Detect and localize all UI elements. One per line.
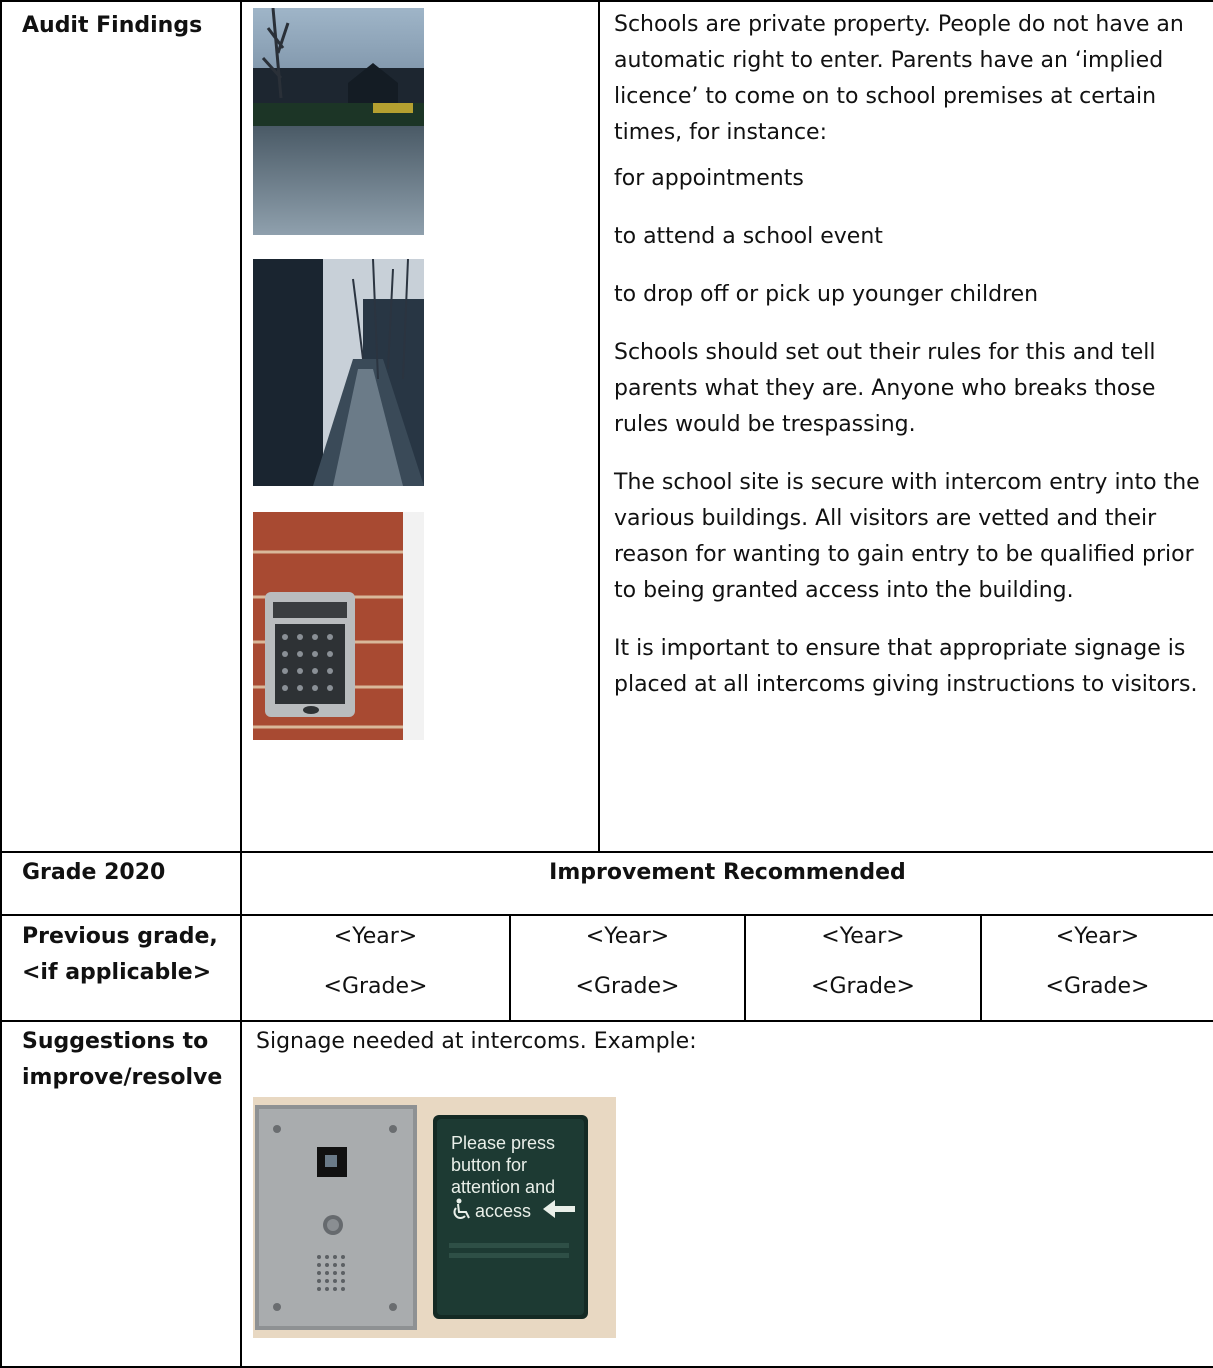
row-divider-2 <box>0 914 1213 916</box>
previous-grade-value: <Grade> <box>323 974 428 999</box>
sign-line: button for <box>451 1155 528 1175</box>
sign-line: attention and <box>451 1177 556 1197</box>
findings-paragraph: Schools should set out their rules for this and tell parents what they are. Anyone who breaks those rules would be trespassing. <box>614 340 1156 437</box>
previous-grade-label: Previous grade, <if applicable> <box>22 924 218 985</box>
findings-list-item: to attend a school event <box>614 224 883 249</box>
previous-grade-col-3 <box>746 919 980 1005</box>
previous-grade-col-2 <box>511 919 744 1005</box>
findings-paragraph: It is important to ensure that appropriate signage is placed at all intercoms giving instructions to visitors. <box>614 636 1198 697</box>
path-photo <box>253 259 424 486</box>
previous-grade-value: <Grade> <box>575 974 680 999</box>
findings-paragraph: Schools are private property. People do not have an automatic right to enter. Parents have an ‘implied licence’ to come on to school premises at certain times, for instance: <box>614 12 1184 145</box>
audit-findings-label: Audit Findings <box>22 13 203 38</box>
previous-year: <Year> <box>1055 924 1140 949</box>
label-column-divider <box>240 0 242 1368</box>
table-border-top <box>0 0 1213 2</box>
grade-label: Grade 2020 <box>22 860 166 885</box>
findings-text-divider <box>598 0 600 852</box>
intercom-sign-photo <box>253 1097 616 1338</box>
findings-list-item: for appointments <box>614 166 804 191</box>
grade-value: Improvement Recommended <box>549 860 906 885</box>
suggestions-label: Suggestions to improve/resolve <box>22 1029 223 1090</box>
previous-year: <Year> <box>585 924 670 949</box>
findings-list-item: to drop off or pick up younger children <box>614 282 1039 307</box>
street-photo <box>253 8 424 235</box>
previous-year: <Year> <box>821 924 905 949</box>
previous-year: <Year> <box>333 924 418 949</box>
findings-paragraph: The school site is secure with intercom entry into the various buildings. All visitors are vetted and their reason for wanting to gain entry to be qualified prior to being granted access into the building. <box>614 470 1200 603</box>
previous-grade-col-1 <box>242 919 509 1005</box>
previous-grade-value: <Grade> <box>1045 974 1150 999</box>
sign-line: access <box>475 1201 532 1221</box>
table-border-left <box>0 0 2 1368</box>
keypad-photo <box>253 512 424 740</box>
sign-line: Please press <box>451 1133 556 1153</box>
audit-findings-text <box>614 7 1206 713</box>
row-divider-3 <box>0 1020 1213 1022</box>
previous-grade-value: <Grade> <box>811 974 915 999</box>
suggestions-text: Signage needed at intercoms. Example: <box>256 1029 697 1054</box>
row-divider-1 <box>0 851 1213 853</box>
previous-grade-col-4 <box>982 919 1213 1005</box>
